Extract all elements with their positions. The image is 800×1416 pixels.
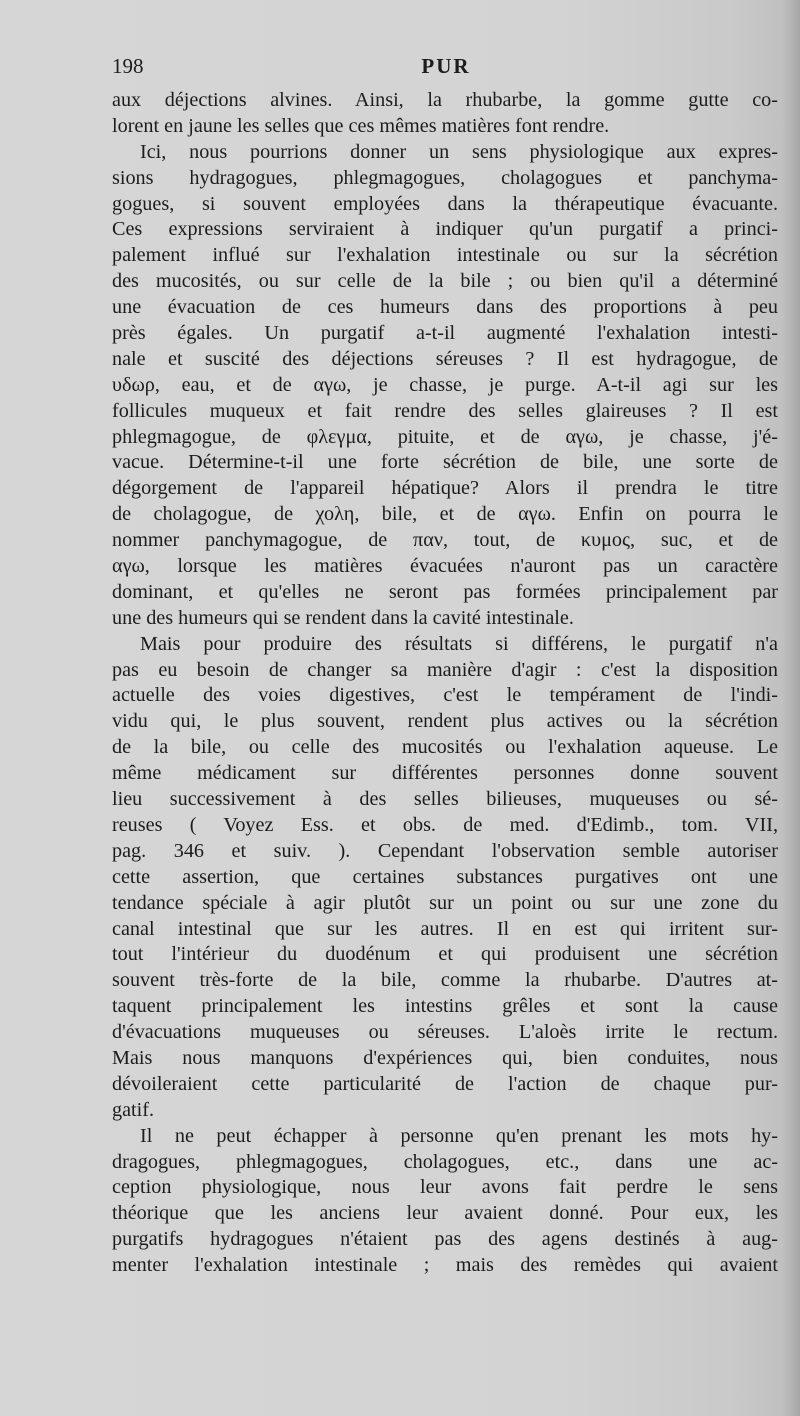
text-line: vacue. Détermine-t-il une forte sécrétion de bile, une sorte de [112,451,778,474]
text-line: Il ne peut échapper à personne qu'en prenant les mots hy- [140,1124,778,1147]
text-line: purgatifs hydragogues n'étaient pas des agens destinés à aug- [112,1228,778,1251]
text-line: palement influé sur l'exhalation intestinale ou sur la sécrétion [112,244,778,267]
text-line: lieu successivement à des selles bilieuses, muqueuses ou sé- [112,788,778,811]
text-line: pag. 346 et suiv. ). Cependant l'observation semble autoriser [112,839,778,862]
page-edge-shadow [782,0,800,1416]
text-line: pas eu besoin de changer sa manière d'agir : c'est la disposition [112,658,778,681]
text-line: υδωρ, eau, et de αγω, je chasse, je purge. A-t-il agi sur les [112,373,778,396]
text-line: dominant, et qu'elles ne seront pas formées principalement par [112,580,778,603]
text-line: de la bile, ou celle des mucosités ou l'exhalation aqueuse. Le [112,736,778,759]
text-line: Ici, nous pourrions donner un sens physiologique aux expres- [140,140,778,163]
text-line: gatif. [112,1098,155,1121]
text-line: même médicament sur différentes personnes donne souvent [112,762,778,785]
text-line: vidu qui, le plus souvent, rendent plus actives ou la sécrétion [112,710,778,733]
text-line: une évacuation de ces humeurs dans des proportions à peu [112,296,778,319]
text-line: gogues, si souvent employées dans la thérapeutique évacuante. [112,192,778,215]
text-line: une des humeurs qui se rendent dans la cavité intestinale. [112,606,574,629]
text-line: d'évacuations muqueuses ou séreuses. L'aloès irrite le rectum. [112,1021,778,1044]
text-line: tout l'intérieur du duodénum et qui produisent une sécrétion [112,943,778,966]
body-text [112,88,778,1279]
text-line: αγω, lorsque les matières évacuées n'auront pas un caractère [112,555,778,578]
text-line: cette assertion, que certaines substances purgatives ont une [112,865,778,888]
text-line: phlegmagogue, de φλεγμα, pituite, et de αγω, je chasse, j'é- [112,425,778,448]
text-line: dragogues, phlegmagogues, cholagogues, etc., dans une ac- [112,1150,778,1173]
text-line: lorent en jaune les selles que ces mêmes matières font rendre. [112,114,610,137]
text-line: sions hydragogues, phlegmagogues, cholagogues et panchyma- [112,166,778,189]
text-line: souvent très-forte de la bile, comme la rhubarbe. D'autres at- [112,969,778,992]
text-line: près égales. Un purgatif a-t-il augmenté l'exhalation intesti- [112,322,778,345]
text-line: taquent principalement les intestins grêles et sont la cause [112,995,778,1018]
text-line: follicules muqueux et fait rendre des selles glaireuses ? Il est [112,399,778,422]
text-line: canal intestinal que sur les autres. Il en est qui irritent sur- [112,917,778,940]
text-line: dégorgement de l'appareil hépatique? Alors il prendra le titre [112,477,778,500]
text-line: de cholagogue, de χολη, bile, et de αγω. Enfin on pourra le [112,503,778,526]
text-line: nale et suscité des déjections séreuses ? Il est hydragogue, de [112,347,778,370]
page-number: 198 [112,54,144,78]
page-header [112,54,780,88]
text-line: des mucosités, ou sur celle de la bile ; ou bien qu'il a déterminé [112,270,778,293]
text-line: dévoileraient cette particularité de l'action de chaque pur- [112,1072,778,1095]
text-line: ception physiologique, nous leur avons fait perdre le sens [112,1176,778,1199]
text-line: théorique que les anciens leur avaient donné. Pour eux, les [112,1202,778,1225]
text-line: tendance spéciale à agir plutôt sur un point ou sur une zone du [112,891,778,914]
text-line: Mais pour produire des résultats si différens, le purgatif n'a [140,632,778,655]
text-line: aux déjections alvines. Ainsi, la rhubarbe, la gomme gutte co- [112,89,778,111]
text-line: Ces expressions serviraient à indiquer qu'un purgatif a princi- [112,218,778,241]
text-line: actuelle des voies digestives, c'est le tempérament de l'indi- [112,684,778,707]
running-head: PUR [421,54,471,78]
text-line: menter l'exhalation intestinale ; mais des remèdes qui avaient [112,1254,778,1277]
text-line: reuses ( Voyez Ess. et obs. de med. d'Edimb., tom. VII, [112,813,778,836]
text-line: nommer panchymagogue, de παν, tout, de κυμος, suc, et de [112,529,778,552]
text-line: Mais nous manquons d'expériences qui, bien conduites, nous [112,1046,778,1069]
